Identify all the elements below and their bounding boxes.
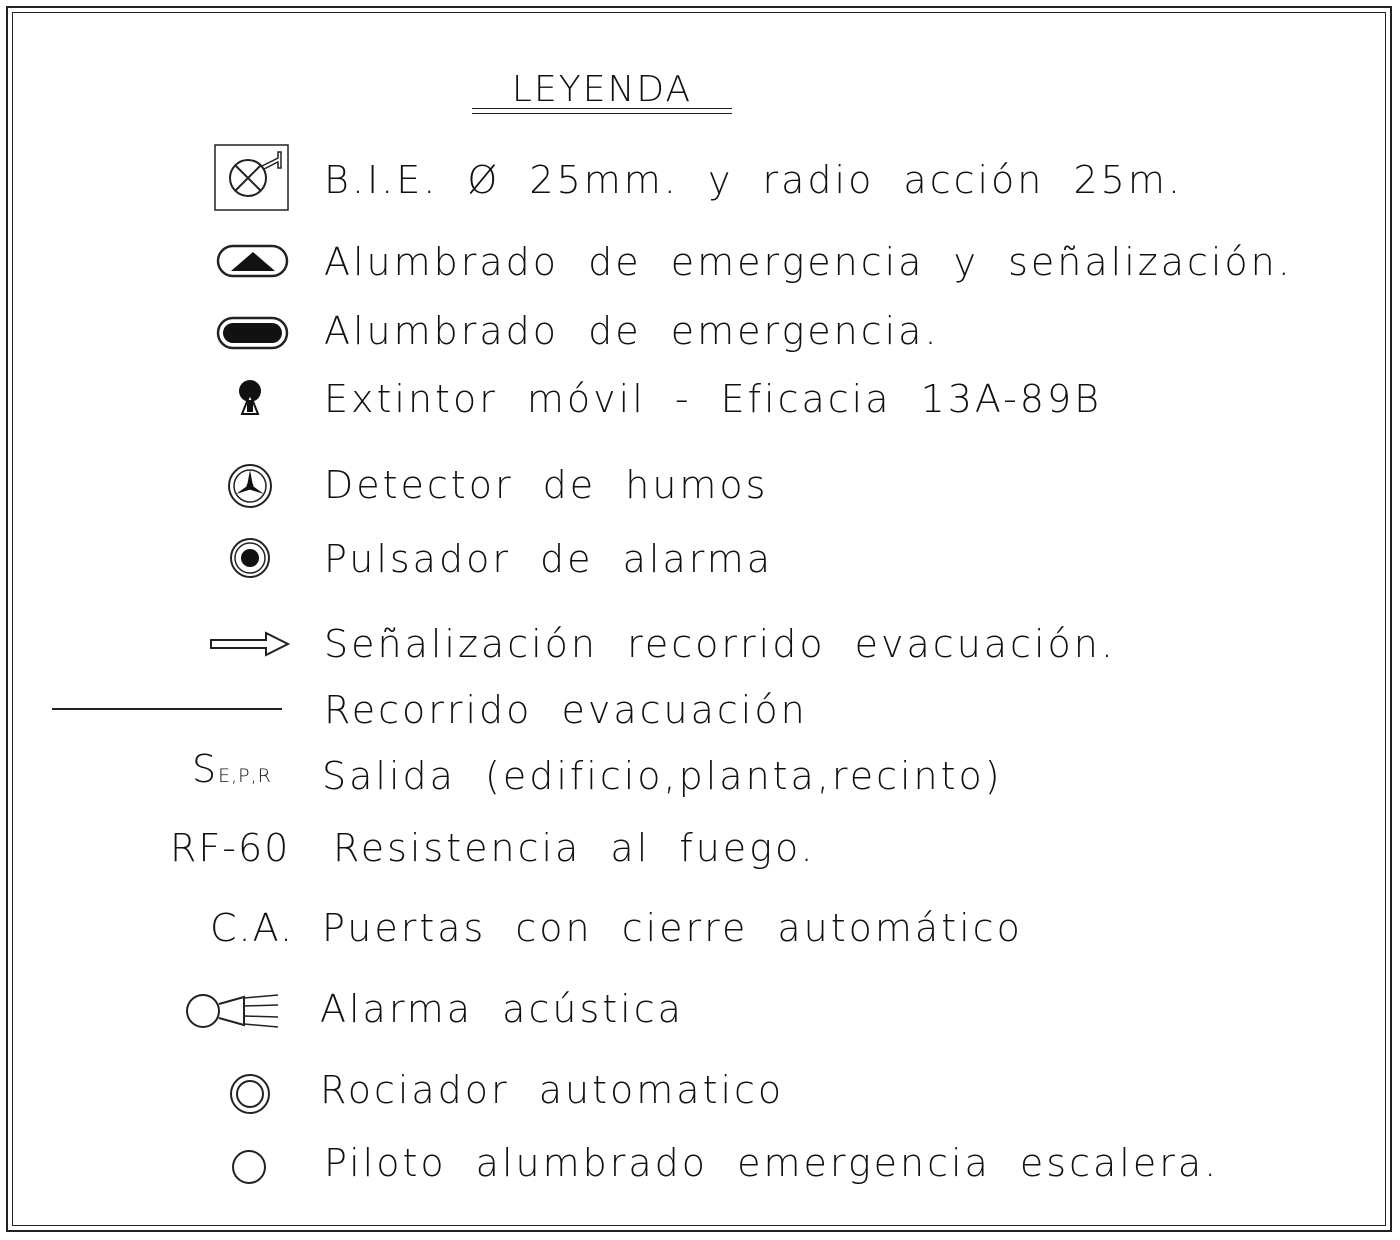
legend-label-auto-close-doors: Puertas con cierre automático (322, 906, 1023, 950)
legend-label-bie: B.I.E. Ø 25mm. y radio acción 25m. (324, 158, 1183, 202)
legend-label-exit: Salida (edificio,planta,recinto) (322, 754, 1003, 798)
smoke-detector-icon (226, 462, 274, 510)
stair-pilot-light-icon (230, 1148, 270, 1188)
title-underline (472, 108, 732, 109)
legend-label-emergency-light: Alumbrado de emergencia. (324, 309, 940, 353)
fire-resistance-code: RF-60 (170, 826, 291, 870)
legend-label-emergency-signal-light: Alumbrado de emergencia y señalización. (324, 240, 1293, 284)
legend-label-fire-resistance: Resistencia al fuego. (333, 826, 816, 870)
exit-symbol (192, 746, 272, 799)
legend-label-alarm-button: Pulsador de alarma (324, 537, 774, 581)
legend-label-sprinkler: Rociador automatico (320, 1068, 785, 1112)
emergency-signal-light-icon (216, 244, 290, 280)
title-underline-second (472, 113, 732, 114)
alarm-push-button-icon (228, 536, 272, 580)
legend-label-extinguisher: Extintor móvil - Eficacia 13A-89B (324, 377, 1103, 421)
legend-label-smoke-detector: Detector de humos (324, 463, 769, 507)
exit-symbol-subscript: E,P,R (218, 765, 272, 787)
legend-label-evacuation-route: Recorrido evacuación (324, 688, 808, 732)
evacuation-arrow-icon (208, 630, 292, 658)
fire-extinguisher-icon (234, 378, 268, 418)
emergency-light-icon (216, 316, 290, 352)
exit-symbol-main: S (192, 747, 219, 791)
legend-label-acoustic-alarm: Alarma acústica (320, 987, 684, 1031)
evacuation-route-line-icon (52, 704, 284, 714)
fire-hose-cabinet-icon (214, 144, 290, 212)
legend-label-evacuation-sign: Señalización recorrido evacuación. (324, 622, 1116, 666)
sprinkler-icon (228, 1072, 272, 1116)
legend-label-stair-pilot: Piloto alumbrado emergencia escalera. (324, 1141, 1220, 1185)
legend-title: LEYENDA (511, 69, 693, 110)
auto-close-code: C.A. (210, 906, 295, 950)
acoustic-alarm-icon (184, 990, 284, 1032)
